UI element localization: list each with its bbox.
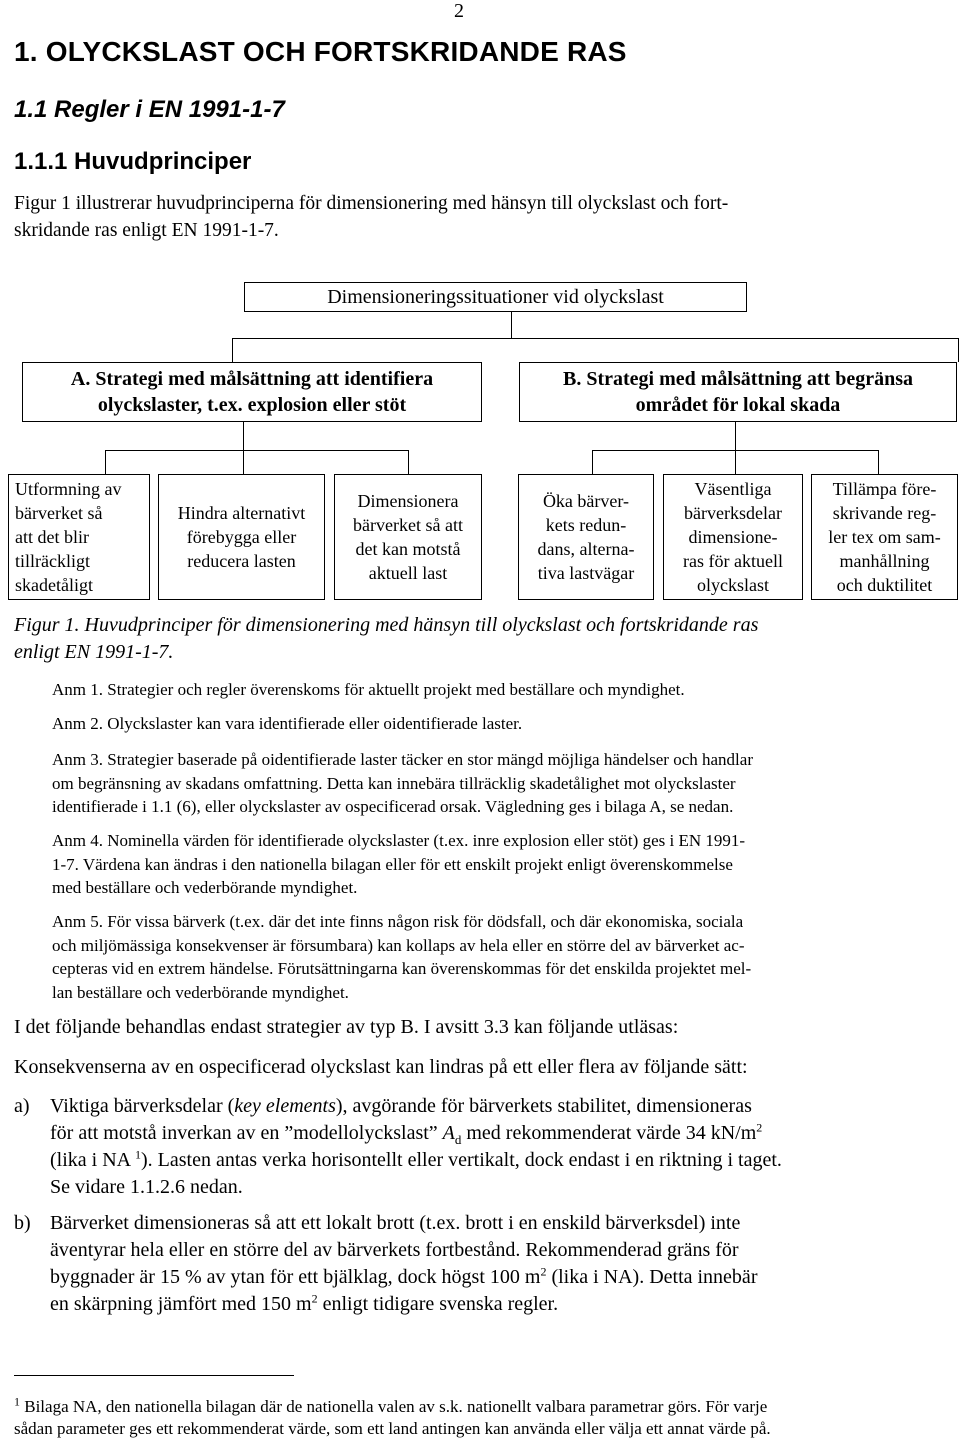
connector-line <box>105 450 409 451</box>
note-line: Anm 2. Olyckslaster kan vara identifierade eller oidentifierade laster. <box>52 714 523 733</box>
note-2 <box>52 712 902 736</box>
note-3 <box>52 748 902 819</box>
list-item-a <box>14 1093 919 1203</box>
list-line: Se vidare 1.1.2.6 nedan. <box>50 1176 243 1198</box>
measure-box-3 <box>334 474 482 600</box>
connector-line <box>243 450 244 474</box>
note-1 <box>52 678 902 702</box>
measure-line: kets redun- <box>545 515 627 535</box>
connector-line <box>408 450 409 474</box>
strategy-b-line: B. Strategi med målsättning att begränsa <box>563 368 913 390</box>
measure-line: och duktilitet <box>836 575 933 595</box>
list-line: en skärpning jämfört med 150 $m^2$ enligt tidigare svenska regler. <box>50 1291 559 1315</box>
page-number: 2 <box>454 0 464 22</box>
measure-line: det kan motstå <box>355 539 461 559</box>
list-line: byggnader är 15 % av ytan för ett bjälklag, dock högst 100 $m^2$ (lika i NA). Detta innebär <box>50 1264 758 1288</box>
caption-line: Figur 1. Huvudprinciper för dimensionering med hänsyn till olyckslast och fortskridande ras <box>14 614 759 636</box>
footnote-divider <box>14 1375 294 1376</box>
measure-line: förebygga eller <box>186 527 297 547</box>
diagram-top-box <box>244 282 747 312</box>
list-item-b <box>14 1210 919 1320</box>
measure-box-6 <box>811 474 958 600</box>
note-line: Anm 1. Strategier och regler överenskoms för aktuellt projekt med beställare och myndighet. <box>52 680 685 699</box>
connector-line <box>105 450 106 474</box>
measure-line: Tillämpa före- <box>832 479 937 499</box>
connector-line <box>511 312 512 338</box>
measure-line: tillräckligt <box>15 551 90 571</box>
figure-caption <box>14 612 914 666</box>
measure-box-2 <box>158 474 325 600</box>
strategy-b-box <box>519 362 957 422</box>
connector-line <box>232 338 233 362</box>
measure-line: skadetåligt <box>15 575 93 595</box>
strategy-a-line: olyckslaster, t.ex. explosion eller stöt <box>97 394 407 416</box>
note-line: lan beställare och vederbörande myndighet. <box>52 982 349 1002</box>
measure-line: att det blir <box>15 527 89 547</box>
measure-line: reducera lasten <box>187 551 296 571</box>
measure-box-1 <box>8 474 150 600</box>
note-line: om begränsning av skadans omfattning. Detta kan innebära tillräcklig skadetålighet mot olyckslaster <box>52 773 736 793</box>
strategy-a-box <box>22 362 482 422</box>
measure-line: aktuell last <box>368 563 448 583</box>
body-paragraph-2: Konsekvenserna av en ospecificerad olyckslast kan lindras på ett eller flera av följande sätt: <box>14 1056 748 1078</box>
measure-line: skrivande reg- <box>832 503 937 523</box>
chapter-heading: 1. OLYCKSLAST OCH FORTSKRIDANDE RAS <box>14 36 627 67</box>
note-line: Anm 3. Strategier baserade på oidentifierade laster täcker en stor mängd möjliga händelser och handlar <box>52 750 753 769</box>
connector-line <box>232 338 959 339</box>
intro-paragraph <box>14 190 914 244</box>
measure-line: manhållning <box>839 551 930 571</box>
note-line: med beställare och vederbörande myndighet. <box>52 878 358 897</box>
connector-line <box>878 450 879 474</box>
measure-line: dans, alterna- <box>537 539 635 559</box>
measure-line: olyckslast <box>697 575 769 595</box>
footnote-line: $^1$ Bilaga NA, den nationella bilagan där de nationella valen av s.k. nationellt valbara parametrar görs. För varje <box>14 1394 768 1416</box>
note-4 <box>52 829 902 900</box>
list-label: b) <box>14 1212 31 1234</box>
note-line: identifierade i 1.1 (6), eller olyckslaster av ospecificerad orsak. Vägledning ges i bilaga A, se nedan. <box>52 797 734 816</box>
list-line: Bärverket dimensioneras så att ett lokalt brott (t.ex. brott i en enskild bärverksdel) inte <box>50 1212 741 1234</box>
intro-line: skridande ras enligt EN 1991-1-7. <box>14 220 279 241</box>
note-5 <box>52 910 902 1004</box>
connector-line <box>735 450 736 474</box>
connector-line <box>958 338 959 362</box>
measure-line: bärverket så att <box>353 515 463 535</box>
measure-line: Öka bärver- <box>542 491 630 511</box>
connector-line <box>243 422 244 450</box>
measure-line: bärverksdelar <box>684 503 782 523</box>
intro-line: Figur 1 illustrerar huvudprinciperna för dimensionering med hänsyn till olyckslast och fort- <box>14 193 729 214</box>
measure-line: ras för aktuell <box>683 551 783 571</box>
body-paragraph-1: I det följande behandlas endast strategier av typ B. I avsitt 3.3 kan följande utläsas: <box>14 1016 679 1038</box>
measure-line: tiva lastvägar <box>537 563 635 583</box>
subsection-heading: 1.1.1 Huvudprinciper <box>14 148 252 175</box>
footnote-marker: 1 <box>14 1394 20 1409</box>
strategy-a-line: A. Strategi med målsättning att identifiera <box>70 368 434 390</box>
diagram-top-label: Dimensioneringssituationer vid olyckslast <box>327 285 664 308</box>
measure-line: Utformning av <box>15 479 122 499</box>
connector-line <box>735 422 736 450</box>
list-label: a) <box>14 1095 30 1117</box>
list-line: äventyrar hela eller en större del av bärverkets fortbestånd. Rekommenderad gräns för <box>50 1239 739 1261</box>
connector-line <box>592 450 593 474</box>
footnote-line: sådan parameter ges ett rekommenderat värde, som ett land antingen kan använda eller välja ett annat värde på. <box>14 1419 771 1438</box>
note-line: Anm 4. Nominella värden för identifierade olyckslaster (t.ex. inre explosion eller stöt) ges i EN 1991- <box>52 831 746 850</box>
measure-line: dimensione- <box>688 527 778 547</box>
measure-line: Väsentliga <box>694 479 772 499</box>
note-line: cepteras vid en extrem händelse. Förutsättningarna kan överenskommas för det enskilda projektet mel- <box>52 959 752 978</box>
list-line: för att motstå inverkan av en ”modellolyckslast” $A_d$ med rekommenderat värde 34 $kN/m^2$ <box>50 1120 763 1147</box>
note-line: och miljömässiga konsekvenser är försumbara) kan kollaps av hela eller en större del av bärverket ac- <box>52 935 745 955</box>
note-line: 1-7. Värdena kan ändras i den nationella bilagan eller för ett enskilt projekt enligt överenskommelse <box>52 854 733 874</box>
list-line: Viktiga bärverksdelar (key elements), avgörande för bärverkets stabilitet, dimensioneras <box>50 1095 752 1117</box>
measure-line: Hindra alternativt <box>177 503 306 523</box>
measure-line: ler tex om sam- <box>828 527 941 547</box>
measure-line: bärverket så <box>15 503 103 523</box>
list-line: (lika i NA $^1$). Lasten antas verka horisontellt eller vertikalt, dock endast i en riktning i taget. <box>50 1147 782 1171</box>
caption-line: enligt EN 1991-1-7. <box>14 641 174 663</box>
measure-box-4 <box>518 474 654 600</box>
note-line: Anm 5. För vissa bärverk (t.ex. där det inte finns någon risk för dödsfall, och där ekonomiska, sociala <box>52 912 744 931</box>
measure-box-5 <box>663 474 803 600</box>
strategy-b-line: området för lokal skada <box>635 394 841 416</box>
footnote <box>14 1396 934 1440</box>
section-heading: 1.1 Regler i EN 1991-1-7 <box>14 96 285 123</box>
measure-line: Dimensionera <box>357 491 459 511</box>
